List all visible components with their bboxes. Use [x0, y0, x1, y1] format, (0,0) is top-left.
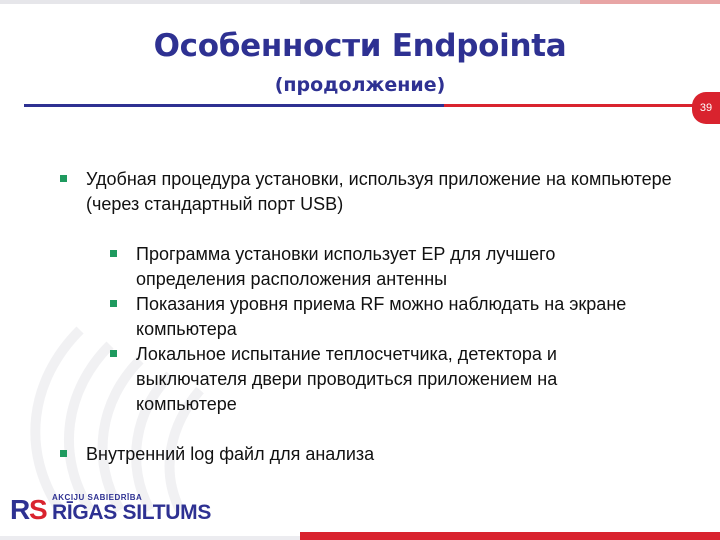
- bullet-text: Внутренний log файл для анализа: [86, 444, 375, 464]
- bullet-text: Локальное испытание теплосчетчика, детектора и выключателя двери проводиться приложением на компьютере: [136, 344, 558, 414]
- rs-logo-icon: [10, 493, 50, 523]
- sub-bullet-item: [136, 342, 656, 417]
- bullet-marker: [60, 450, 67, 457]
- sub-bullet-item: [136, 292, 656, 342]
- slide-subtitle: (продолжение): [274, 74, 446, 96]
- bullet-marker: [60, 175, 67, 182]
- logo-name: RĪGAS SILTUMS: [52, 501, 212, 524]
- slide-title: Особенности Endpointa: [153, 28, 567, 64]
- svg-text:S: S: [29, 494, 48, 523]
- bullet-marker: [110, 300, 117, 307]
- bullet-marker: [110, 250, 117, 257]
- bullet-text: Показания уровня приема RF можно наблюдать на экране компьютера: [136, 294, 627, 339]
- bullet-item: [86, 442, 676, 467]
- sub-bullet-item: [136, 242, 656, 292]
- bullet-item: [86, 167, 676, 217]
- svg-text:R: R: [10, 494, 31, 523]
- bullet-text: Программа установки использует EP для лучшего определения расположения антенны: [136, 244, 556, 289]
- bottom-strip-grey: [0, 536, 300, 540]
- logo-tagline: AKCIJU SABIEDRĪBA: [52, 493, 143, 502]
- bottom-strip-red: [300, 532, 720, 540]
- bullet-marker: [110, 350, 117, 357]
- bullet-text: Удобная процедура установки, используя приложение на компьютере (через стандартный порт USB): [86, 169, 672, 214]
- page-number-badge: 39: [692, 92, 720, 124]
